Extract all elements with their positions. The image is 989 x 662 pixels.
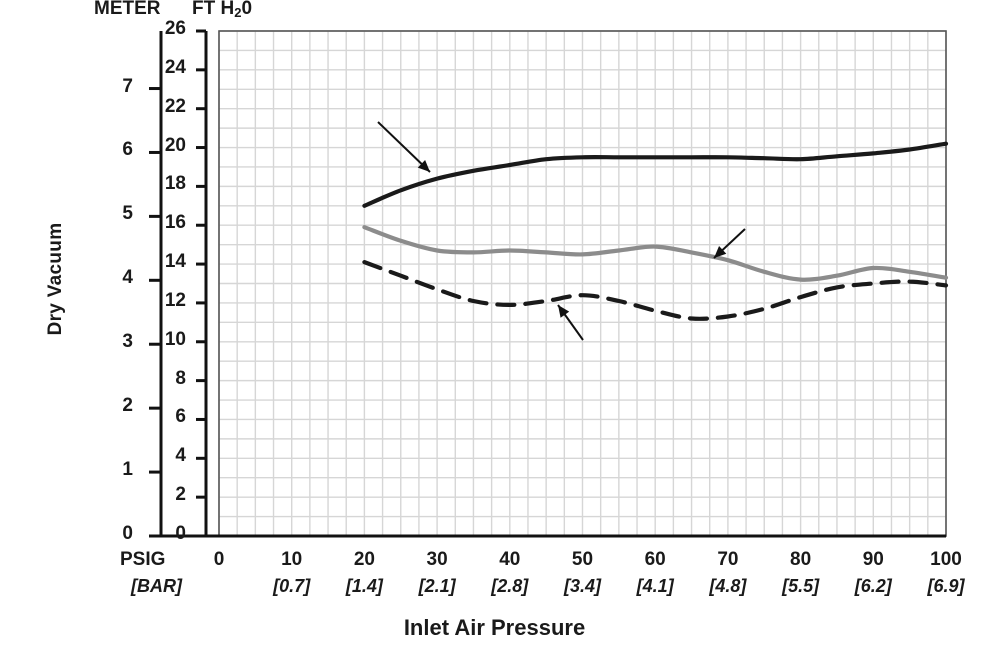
x-tick-psig: 50 <box>571 549 594 570</box>
y-tick-ft: 22 <box>164 95 186 117</box>
y-tick-meter: 7 <box>122 75 133 97</box>
x-tick-bar: [4.8] <box>709 576 747 596</box>
y-axis-left-header: METER <box>94 0 161 19</box>
y-tick-ft: 8 <box>175 367 186 389</box>
x-tick-psig: 100 <box>930 549 962 570</box>
x-axis-unit-psig: PSIG <box>120 549 166 570</box>
y-tick-ft: 6 <box>175 406 186 428</box>
x-tick-psig: 90 <box>862 549 884 570</box>
x-tick-psig: 10 <box>281 549 303 570</box>
x-tick-bar: [5.5] <box>782 576 820 596</box>
x-tick-bar: [2.8] <box>491 576 529 596</box>
x-tick-bar: [4.1] <box>636 576 674 596</box>
y-axis-title: Dry Vacuum <box>45 222 66 336</box>
y-tick-ft: 4 <box>175 445 186 467</box>
x-tick-bar: [6.9] <box>927 576 965 596</box>
y-tick-ft: 20 <box>164 134 186 156</box>
y-tick-meter: 6 <box>122 139 133 161</box>
y-tick-ft: 10 <box>164 328 186 350</box>
x-tick-psig: 40 <box>499 549 521 570</box>
x-tick-bar: [0.7] <box>273 576 311 596</box>
y-tick-ft: 24 <box>164 56 186 78</box>
y-tick-meter: 2 <box>122 395 133 417</box>
y-tick-ft: 18 <box>164 173 186 195</box>
x-tick-bar: [6.2] <box>854 576 892 596</box>
x-tick-bar: [2.1] <box>418 576 456 596</box>
y-tick-meter: 0 <box>122 523 133 544</box>
x-tick-psig: 70 <box>717 549 739 570</box>
y-tick-ft: 14 <box>164 251 186 273</box>
x-axis-title: Inlet Air Pressure <box>403 615 586 640</box>
y-tick-meter: 1 <box>122 459 133 481</box>
x-tick-psig: 0 <box>213 549 225 570</box>
y-tick-ft: 0 <box>175 523 186 544</box>
x-tick-psig: 80 <box>790 549 812 570</box>
y-tick-ft: 16 <box>164 212 186 234</box>
y-tick-meter: 3 <box>122 331 133 353</box>
y-tick-ft: 2 <box>175 484 186 506</box>
y-tick-ft: 26 <box>164 18 186 39</box>
x-axis-unit-bar: [BAR] <box>131 576 182 596</box>
y-axis-right-header: FT $H_20$ <box>192 0 253 20</box>
x-tick-psig: 30 <box>426 549 448 570</box>
x-tick-psig: 20 <box>353 549 375 570</box>
x-tick-bar: [1.4] <box>345 576 383 596</box>
x-tick-bar: [3.4] <box>563 576 601 596</box>
y-tick-ft: 12 <box>164 289 186 311</box>
y-tick-meter: 5 <box>122 203 133 225</box>
x-tick-psig: 60 <box>644 549 666 570</box>
y-tick-meter: 4 <box>122 267 133 289</box>
